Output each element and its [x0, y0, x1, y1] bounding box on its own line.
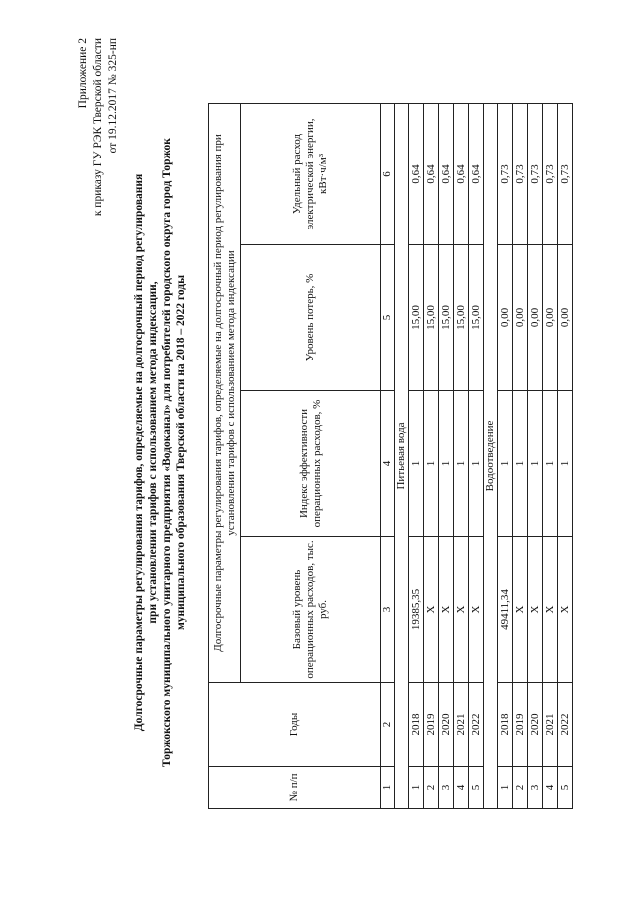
title-line-1: Долгосрочные параметры регулирования тарифов, определяемые на долгосрочный период регулирования	[133, 173, 145, 732]
appendix-line-1: Приложение 2	[77, 38, 89, 109]
table-cell: 0,73	[528, 103, 543, 244]
table-cell: 1	[498, 391, 513, 537]
table-cell: 2020	[439, 683, 454, 767]
table-cell: 2	[513, 767, 528, 809]
appendix-line-2: к приказу ГУ РЭК Тверской области	[92, 38, 104, 217]
table-cell: 0,64	[424, 103, 439, 244]
table-cell: 1	[498, 767, 513, 809]
table-cell: 15,00	[439, 245, 454, 391]
header-energy-consumption: Удельный расход электрической энергии, кВт·ч/м³	[241, 103, 381, 244]
table-cell: 19385,35	[409, 537, 424, 683]
table-row	[439, 103, 454, 808]
section-row	[395, 103, 409, 808]
table-cell: 2019	[513, 683, 528, 767]
table-cell: 1	[469, 391, 484, 537]
title-line-3: Торжокского муниципального унитарного предприятия «Водоканал» для потребителей городского округа город Торжок	[161, 138, 173, 767]
table-cell: 1	[528, 391, 543, 537]
table-cell: 0,00	[498, 245, 513, 391]
table-cell: 2021	[454, 683, 469, 767]
table-cell: 2020	[528, 683, 543, 767]
column-number: 3	[381, 537, 395, 683]
table-cell: Х	[513, 537, 528, 683]
table-cell: 2022	[469, 683, 484, 767]
table-cell: 49411,34	[498, 537, 513, 683]
table-row	[513, 103, 528, 808]
table-cell: 0,64	[409, 103, 424, 244]
appendix-header	[76, 38, 121, 216]
table-cell: 3	[439, 767, 454, 809]
table-cell: 0,64	[454, 103, 469, 244]
column-number: 5	[381, 245, 395, 391]
table-cell: 0,00	[558, 245, 573, 391]
table-cell: 15,00	[409, 245, 424, 391]
table-cell: 0,64	[439, 103, 454, 244]
table-cell: Х	[454, 537, 469, 683]
table-cell: 3	[528, 767, 543, 809]
table-row	[543, 103, 558, 808]
table-cell: 15,00	[469, 245, 484, 391]
header-base-opex: Базовый уровень операционных расходов, тыс. руб.	[241, 537, 381, 683]
table-cell: 2019	[424, 683, 439, 767]
header-number: № п/п	[209, 767, 381, 809]
table-cell: 1	[513, 391, 528, 537]
appendix-line-3: от 19.12.2017 № 325-нп	[107, 38, 119, 154]
table-cell: 0,64	[469, 103, 484, 244]
table-cell: 5	[558, 767, 573, 809]
table-cell: 2021	[543, 683, 558, 767]
table-cell: 1	[424, 391, 439, 537]
table-cell: 0,73	[513, 103, 528, 244]
header-group: Долгосрочные параметры регулирования тарифов, определяемые на долгосрочный период регулирования при установлении тарифов с использованием метода индексации	[209, 103, 241, 682]
table-cell: 15,00	[424, 245, 439, 391]
column-number: 6	[381, 103, 395, 244]
table-cell: 1	[454, 391, 469, 537]
table-row	[469, 103, 484, 808]
column-number: 1	[381, 767, 395, 809]
table-row	[558, 103, 573, 808]
section-row	[484, 103, 498, 808]
title-line-4: муниципального образования Тверской области на 2018 – 2022 годы	[175, 274, 187, 631]
header-efficiency-index: Индекс эффективности операционных расходов, %	[241, 391, 381, 537]
column-number: 4	[381, 391, 395, 537]
table-cell: 1	[543, 391, 558, 537]
section-title: Водоотведение	[484, 103, 498, 808]
table-cell: 1	[558, 391, 573, 537]
table-row	[528, 103, 543, 808]
table-cell: Х	[543, 537, 558, 683]
table-cell: 0,00	[513, 245, 528, 391]
table-cell: Х	[558, 537, 573, 683]
section-title: Питьевая вода	[395, 103, 409, 808]
table-cell: 0,73	[543, 103, 558, 244]
table-cell: 2018	[409, 683, 424, 767]
table-cell: 4	[543, 767, 558, 809]
table-cell: 0,73	[558, 103, 573, 244]
table-row	[498, 103, 513, 808]
parameters-table	[208, 103, 573, 809]
table-cell: Х	[469, 537, 484, 683]
table-row	[409, 103, 424, 808]
table-cell: 1	[409, 391, 424, 537]
table-cell: Х	[424, 537, 439, 683]
table-row	[424, 103, 439, 808]
table-cell: Х	[528, 537, 543, 683]
table-cell: 5	[469, 767, 484, 809]
header-loss-level: Уровень потерь, %	[241, 245, 381, 391]
table-row	[454, 103, 469, 808]
column-numbers-row	[381, 103, 395, 808]
table-cell: 0,73	[498, 103, 513, 244]
table-cell: 2018	[498, 683, 513, 767]
title-line-2: при установлении тарифов с использованием метода индексации,	[147, 281, 159, 624]
table-cell: 0,00	[543, 245, 558, 391]
column-number: 2	[381, 683, 395, 767]
document-title	[132, 60, 188, 845]
table-cell: 15,00	[454, 245, 469, 391]
table-cell: 4	[454, 767, 469, 809]
table-cell: 1	[439, 391, 454, 537]
table-cell: Х	[439, 537, 454, 683]
table-cell: 2022	[558, 683, 573, 767]
table-cell: 2	[424, 767, 439, 809]
table-cell: 0,00	[528, 245, 543, 391]
table-cell: 1	[409, 767, 424, 809]
header-years: Годы	[209, 683, 381, 767]
